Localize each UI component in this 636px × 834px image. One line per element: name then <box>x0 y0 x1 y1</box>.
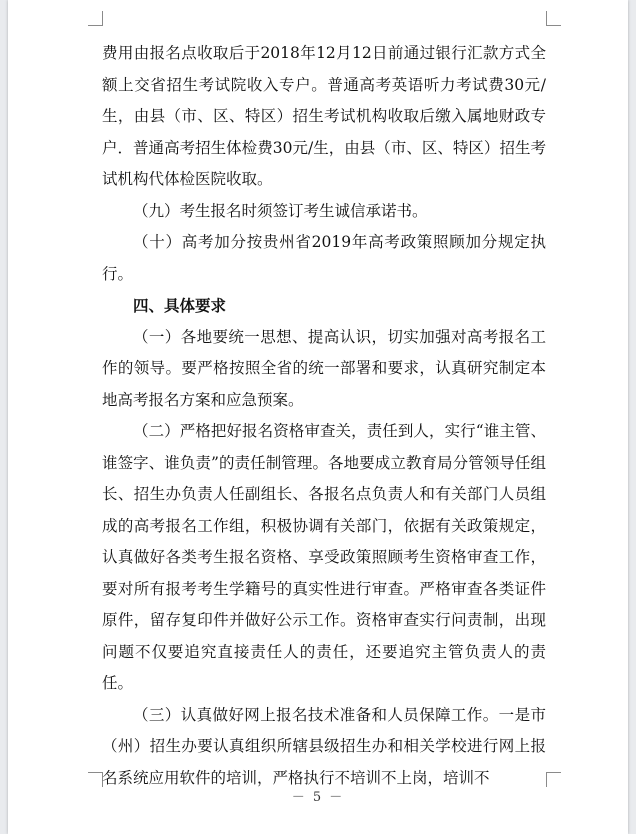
paragraph-requirement-2: （二）严格把好报名资格审查关，责任到人，实行“谁主管、谁签字、谁负责”的责任制管理。各地要成立教育局分管领导任组长、招生办负责人任副组长、各报名点负责人和有关部门人员组成的高考报名工作组，积极协调有关部门，依据有关政策规定，认真做好各类考生报名资格、享受政策照顾考生资格审查工作，要对所有报考考生学籍号的真实性进行审查。严格审查各类证件原件，留存复印件并做好公示工作。资格审查实行问责制，出现问题不仅要追究直接责任人的责任，还要追究主管负责人的责任。 <box>102 422 546 692</box>
section-heading-requirements: 四、具体要求 <box>133 296 227 315</box>
page-number: － 5 － <box>291 790 345 805</box>
document-page <box>8 0 628 834</box>
corner-mark-top-left <box>88 11 103 26</box>
corner-mark-bottom-right <box>546 772 561 787</box>
corner-mark-top-right <box>546 11 561 26</box>
paragraph-requirement-1: （一）各地要统一思想、提高认识，切实加强对高考报名工作的领导。要严格按照全省的统一部署和要求，认真研究制定本地高考报名方案和应急预案。 <box>102 327 546 409</box>
paragraph-item-10: （十）高考加分按贵州省2019年高考政策照顾加分规定执行。 <box>102 233 546 283</box>
paragraph-fees: 费用由报名点收取后于2018年12月12日前通过银行汇款方式全额上交省招生考试院收入专户。普通高考英语听力考试费30元/生，由县（市、区、特区）招生考试机构收取后缴入属地财政专户．普通高考招生体检费30元/生，由县（市、区、特区）招生考试机构代体检医院收取。 <box>102 44 546 188</box>
paragraph-item-9: （九）考生报名时须签订考生诚信承诺书。 <box>133 201 428 220</box>
document-body <box>102 38 546 794</box>
paragraph-requirement-3: （三）认真做好网上报名技术准备和人员保障工作。一是市（州）招生办要认真组织所辖县级招生办和相关学校进行网上报名系统应用软件的培训，严格执行不培训不上岗，培训不 <box>102 705 546 787</box>
corner-mark-bottom-left <box>88 772 103 787</box>
